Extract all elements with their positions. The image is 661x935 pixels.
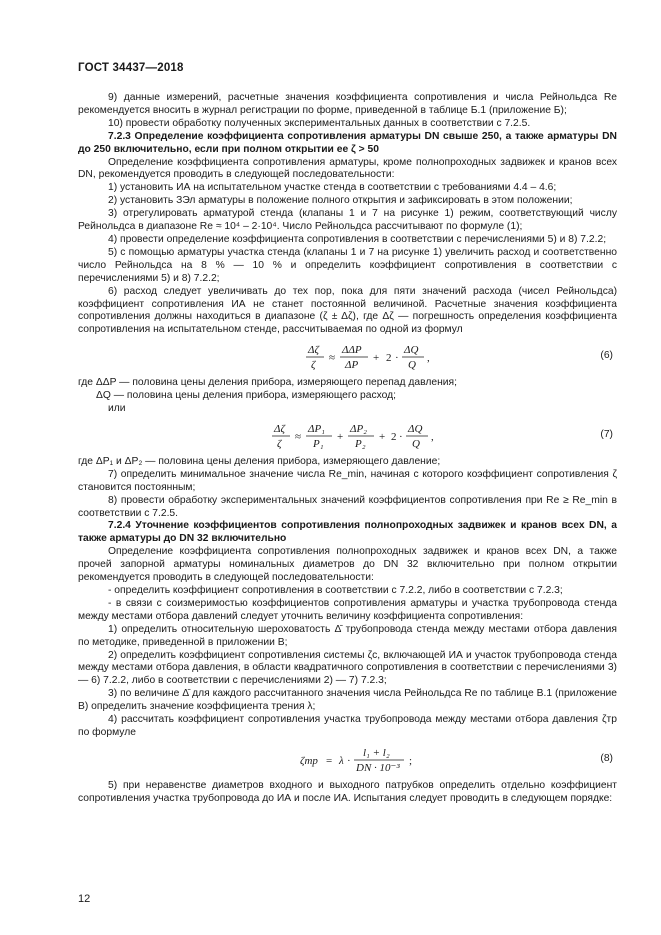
paragraph: где ΔΔP — половина цены деления прибора, измеряющего перепад давления; (78, 377, 457, 389)
comma: , (431, 430, 434, 443)
eq7-t3-num: ΔQ (408, 422, 423, 435)
approx-sign: ≈ (329, 352, 336, 365)
list-item: 5) при неравенстве диаметров входного и выходного патрубков определить отдельно коэффициент сопротивления участка трубопровода до ИА и после ИА. Испытания следует проводить в следующем порядке: (78, 779, 617, 804)
list-item: 3) по величине Δ̄ для каждого рассчитанного значения числа Рейнольдса Re по таблице В.1 (приложение В) определить значение коэффициента трения λ; (78, 688, 617, 713)
plus-sign: + (337, 430, 344, 443)
equation-number: (6) (600, 350, 613, 362)
page-number: 12 (78, 893, 91, 905)
list-item: 8) провести обработку экспериментальных значений коэффициентов сопротивления при Re ≥ Re_min в соответствии с 7.2.5. (78, 494, 617, 519)
paragraph: Определение коэффициента сопротивления арматуры, кроме полнопроходных задвижек и кранов всех DN, рекомендуется проводить в следующей последовательности: (78, 156, 617, 181)
section-heading: 7.2.3 Определение коэффициента сопротивления арматуры DN свыше 250, а также арматуры DN до 250 включительно, если при полном открытии ее ζ > 50 (78, 130, 617, 155)
eq7-coef: 2 (391, 430, 397, 443)
eq8-lhs: ζтр (300, 754, 318, 767)
equation-7 (78, 416, 617, 456)
eq7-t1-den: P₁ (313, 437, 324, 450)
list-item: 1) определить относительную шероховатость Δ̄ трубопровода стенда между местами отбора давления по методике, приведенной в приложении В; (78, 623, 617, 648)
dot-sign: · (399, 430, 403, 443)
dot-sign: · (395, 352, 399, 365)
list-item: - в связи с соизмеримостью коэффициентов сопротивления арматуры и участка трубопровода стенда между местами отбора давлений следует уточнить величину коэффициента сопротивления: (78, 597, 617, 622)
equation-number: (7) (600, 428, 613, 440)
eq7-lhs-den: ζ (277, 437, 282, 450)
document-body (78, 92, 617, 806)
eq6-lhs-num: Δζ (308, 344, 319, 357)
list-item: - определить коэффициент сопротивления в соответствии с 7.2.2, либо в соответствии с 7.2.3; (108, 585, 563, 596)
eq6-coef: 2 (386, 352, 392, 365)
paragraph: Определение коэффициента сопротивления полнопроходных задвижек и кранов всех DN, а также прочей запорной арматуры номинальных диаметров до DN 32 включительно при полном открытии рекомендуется проводить в следующей последовательности: (78, 546, 617, 584)
semicolon: ; (409, 754, 413, 767)
list-item: 5) с помощью арматуры участка стенда (клапаны 1 и 7 на рисунке 1) увеличить расход и соответственно число Рейнольдса на 8 % — 10 % и определить коэффициент сопротивления в соответствии с перечислениями 5) и 8) 7.2.2; (78, 246, 617, 284)
list-item: 1) установить ИА на испытательном участке стенда в соответствии с требованиями 4.4 – 4.6; (108, 182, 557, 194)
list-item: 2) установить ЗЭл арматуры в положение полного открытия и зафиксировать в этом положении; (108, 195, 573, 207)
eq6-lhs-den: ζ (311, 359, 316, 372)
list-item: 4) провести определение коэффициента сопротивления в соответствии с перечислениями 5) и 8) 7.2.2; (108, 233, 607, 245)
list-item: 2) определить коэффициент сопротивления системы ζс, включающей ИА и участок трубопровода стенда между местами отбора давления, в области квадратичного сопротивления в соответствии с перечислениями 3) — 6) 7.2.2, либо в соответствии с перечислениями 2) — 7) 7.2.3; (78, 649, 617, 687)
list-item: 6) расход следует увеличивать до тех пор, пока для пяти значений расхода (чисел Рейнольдса) коэффициент сопротивления ИА не станет постоянной величиной. Расчетные значения коэффициента сопротивления должны находиться в диапазоне (ζ ± Δζ), где Δζ — погрешность определения коэффициента сопротивления на испытательном стенде, рассчитываемая по одной из формул (78, 285, 617, 336)
paragraph: 10) провести обработку полученных экспериментальных данных в соответствии с 7.2.5. (108, 117, 531, 129)
eq6-t1-den: ΔP (345, 359, 359, 372)
eq7-t2-num: ΔP₂ (350, 422, 367, 435)
equation-8-graphic (78, 740, 617, 780)
eq7-lhs-num: Δζ (274, 422, 285, 435)
eq8-lambda: λ (339, 754, 344, 767)
section-heading: 7.2.4 Уточнение коэффициентов сопротивления полнопроходных задвижек и кранов всех DN, а также арматуры до DN 32 включительно (78, 520, 617, 545)
paragraph: ΔQ — половина цены деления прибора, измеряющего расход; (96, 390, 397, 402)
paragraph: 9) данные измерений, расчетные значения коэффициента сопротивления и числа Рейнольдса Re рекомендуется вносить в журнал регистрации по форме, приведенной в таблице Б.1 (приложение Б); (78, 92, 617, 116)
paragraph: где ΔP₁ и ΔP₂ — половина цены деления прибора, измеряющего давление; (78, 455, 441, 467)
plus-sign: + (373, 352, 380, 365)
approx-sign: ≈ (295, 430, 302, 443)
equation-6 (78, 337, 617, 377)
equation-7-graphic (78, 416, 617, 456)
list-item: 7) определить минимальное значение числа Re_min, начиная с которого коэффициент сопротивления ζ становится постоянным; (78, 468, 617, 493)
eq7-t2-den: P₂ (355, 437, 366, 450)
eq6-t1-num: ΔΔP (342, 344, 362, 357)
eq6-t2-num: ΔQ (404, 344, 419, 357)
equation-number: (8) (600, 752, 613, 764)
plus-sign: + (379, 430, 386, 443)
document-header: ГОСТ 34437—2018 (78, 62, 184, 74)
eq8-num: l₁ + l₂ (363, 746, 390, 759)
dot-sign: · (347, 754, 351, 767)
eq7-t1-num: ΔP₁ (308, 422, 325, 435)
list-item: 4) рассчитать коэффициент сопротивления участка трубопровода между местами отбора давления ζтр по формуле (78, 714, 617, 738)
eq8-den: DN · 10⁻³ (356, 761, 400, 774)
eq7-t3-den: Q (412, 437, 420, 450)
paragraph: или (108, 403, 126, 415)
comma: , (427, 352, 430, 365)
list-item: 3) отрегулировать арматурой стенда (клапаны 1 и 7 на рисунке 1) режим, соответствующий числу Рейнольдса в диапазоне Re ≈ 10⁴ – 2·10⁴. Число Рейнольдса рассчитывают по формуле (1); (78, 208, 617, 233)
equation-6-graphic (78, 337, 617, 377)
eq6-t2-den: Q (408, 359, 416, 372)
equals-sign: = (326, 754, 333, 767)
equation-8 (78, 740, 617, 780)
